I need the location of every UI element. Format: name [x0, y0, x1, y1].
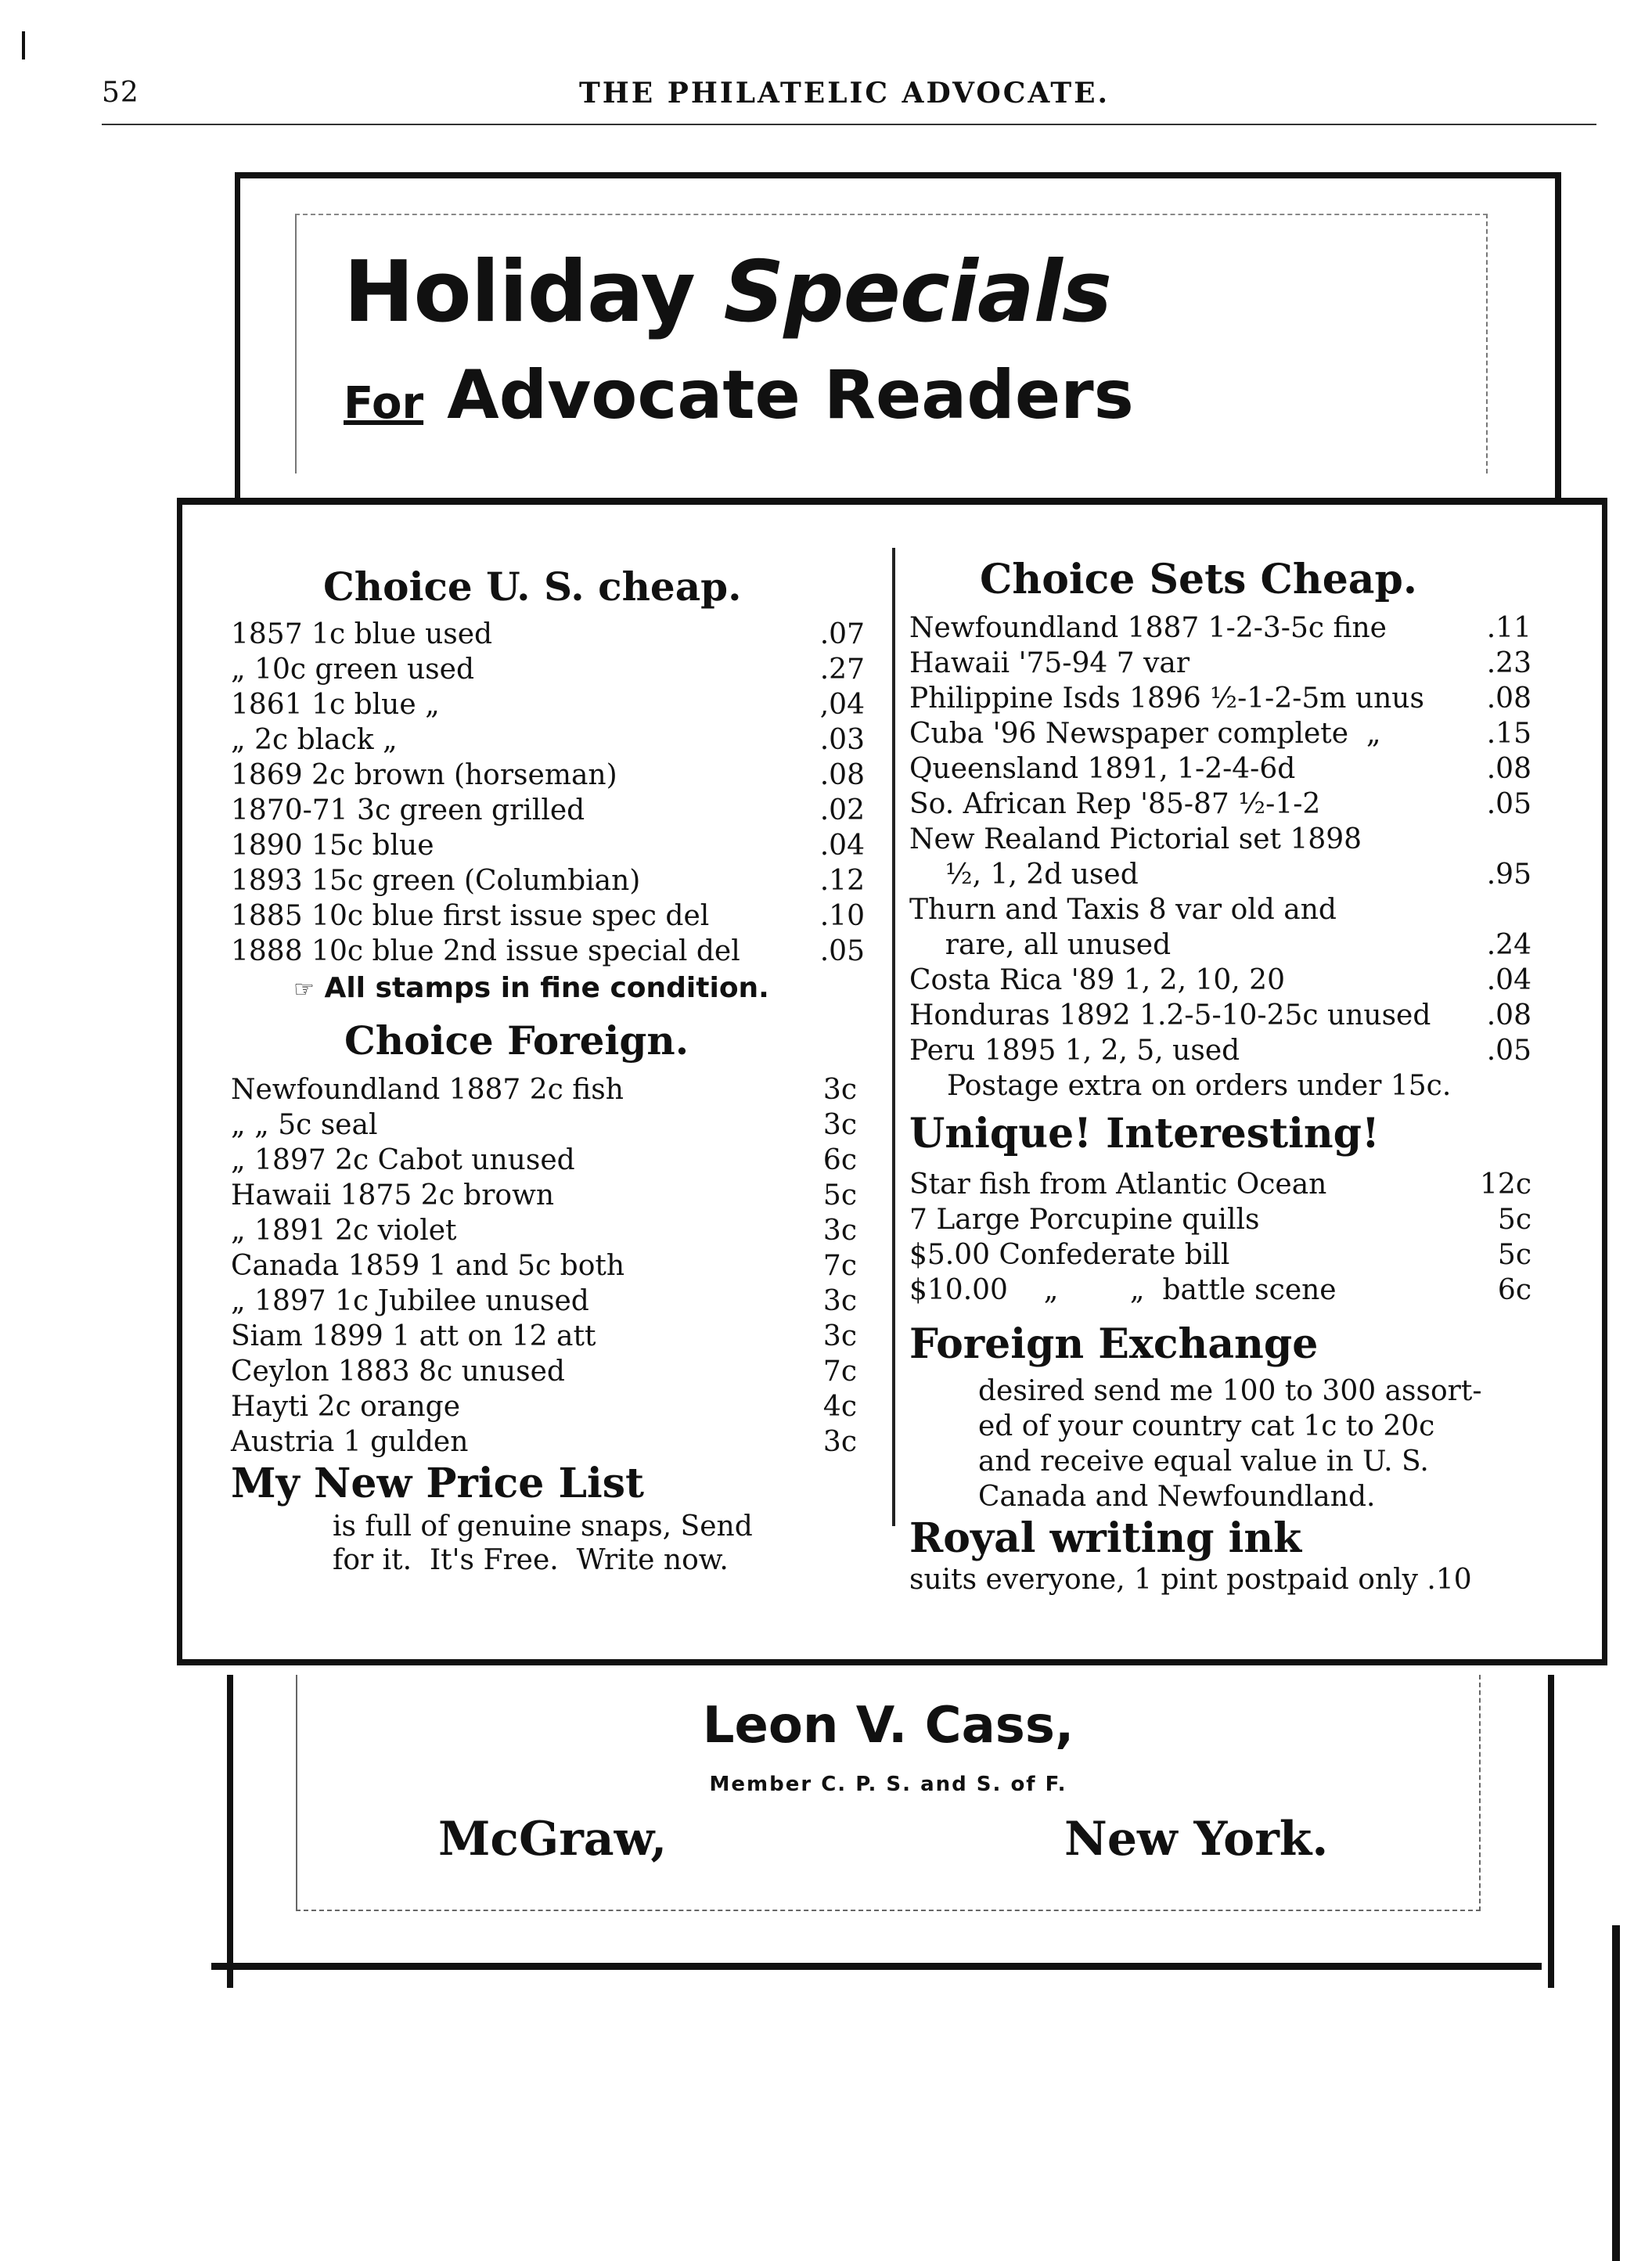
page-number: 52	[102, 77, 139, 109]
sets-heading: Choice Sets Cheap.	[980, 556, 1417, 603]
pointing-hand-icon: ☞	[293, 976, 315, 1003]
unique-heading: Unique! Interesting!	[909, 1110, 1380, 1158]
postage-note: Postage extra on orders under 15c.	[947, 1070, 1452, 1102]
price-list-heading: My New Price List	[231, 1460, 645, 1507]
scan-edge-mark-top	[22, 31, 25, 59]
exchange-line: ed of your country cat 1c to 20c	[978, 1410, 1435, 1442]
foreign-heading: Choice Foreign.	[344, 1017, 689, 1064]
exchange-heading: Foreign Exchange	[909, 1320, 1319, 1368]
subheadline	[344, 356, 1134, 434]
headline-word-holiday: Holiday	[344, 243, 695, 341]
magazine-title: THE PHILATELIC ADVOCATE.	[579, 77, 1110, 110]
column-divider	[892, 548, 895, 1526]
price-list-line-1: is full of genuine snaps, Send	[333, 1510, 753, 1543]
left-column: Choice U. S. cheap. 1857 1c blue used .07 „ 10c green used .27 1861 1c blue „ ,04 „ 2c black „ .03 1869 2c brown (horseman) .08 1870-71 3c green grilled .02 1890 15c blue .04 1893 15c green (Columbian) .12 1885 10c blue first issue spec del .10 1888 10c blue 2nd issue special del .05 ☞ All stamps in fine condition. Choice Foreign. Newfoundland 1887 2c fish 3c „ „ 5c seal 3c „ 1897 2c Cabot unused 6c Hawaii 1875 2c brown 5c „ 1891 2c violet 3c Canada 1859 1 and 5c both 7c „ 1897 1c Jubilee unused 3c Siam 1899 1 att on 12 att 3c Ceylon 1883 8c unused 7c Hayti 2c orange 4c Austria 1 gulden 3c My New Price List is full of genuine snaps, Send for it. It's Free. Write now.	[231, 563, 865, 1576]
footer-inner-frame	[296, 1675, 1481, 1911]
exchange-line: and receive equal value in U. S.	[978, 1446, 1429, 1478]
ink-heading: Royal writing ink	[909, 1514, 1302, 1562]
header-rule	[102, 124, 1596, 125]
state: New York.	[1064, 1812, 1329, 1867]
dealer-name: Leon V. Cass,	[702, 1697, 1074, 1755]
city: McGraw,	[438, 1812, 668, 1867]
advocate-readers: Advocate Readers	[447, 356, 1134, 434]
right-column: Choice Sets Cheap. Newfoundland 1887 1-2-3-5c fine .11 Hawaii '75-94 7 var .23 Philippine Isds 1896 ½-1-2-5m unus .08 Cuba '96 Newspaper complete „ .15 Queensland 1891, 1-2-4-6d .08 So. African Rep '85-87 ½-1-2 .05 New Realand Pictorial set 1898 ½, 1, 2d used .95 Thurn and Taxis 8 var old and rare, all unused .24 Costa Rica '89 1, 2, 10, 20 .04 Honduras 1892 1.2-5-10-25c unused .08 Peru 1895 1, 2, 5, used .05 Postage extra on orders under 15c. Unique! Interesting! Star fish from Atlantic Ocean 12c 7 Large Porcupine quills 5c $5.00 Confederate bill 5c $10.00 „ „ battle scene 6c Foreign Exchange desired send me 100 to 300 assort- ed of your country cat 1c to 20c and receive equal value in U. S. Canada and Newfoundland. Royal writing ink suits everyone, 1 pint postpaid only .10	[909, 556, 1531, 1596]
ink-line: suits everyone, 1 pint postpaid only .10	[909, 1564, 1472, 1596]
title-inner-frame	[295, 214, 1488, 473]
exchange-text	[978, 1374, 1526, 1514]
us-heading: Choice U. S. cheap.	[323, 563, 742, 610]
footer-bottom-rule	[211, 1963, 1542, 1970]
membership-line: Member C. P. S. and S. of F.	[709, 1773, 1067, 1796]
exchange-line: Canada and Newfoundland.	[978, 1481, 1376, 1513]
footer-box	[227, 1675, 1554, 1988]
for-word: For	[344, 378, 424, 429]
exchange-line: desired send me 100 to 300 assort-	[978, 1375, 1482, 1407]
headline	[344, 243, 1111, 341]
condition-note: ☞ All stamps in fine condition.	[293, 972, 769, 1004]
title-box	[235, 172, 1561, 499]
headline-word-specials: Specials	[723, 243, 1112, 341]
price-list-line-2: for it. It's Free. Write now.	[333, 1544, 729, 1576]
scan-edge-mark-right	[1612, 1925, 1620, 2261]
